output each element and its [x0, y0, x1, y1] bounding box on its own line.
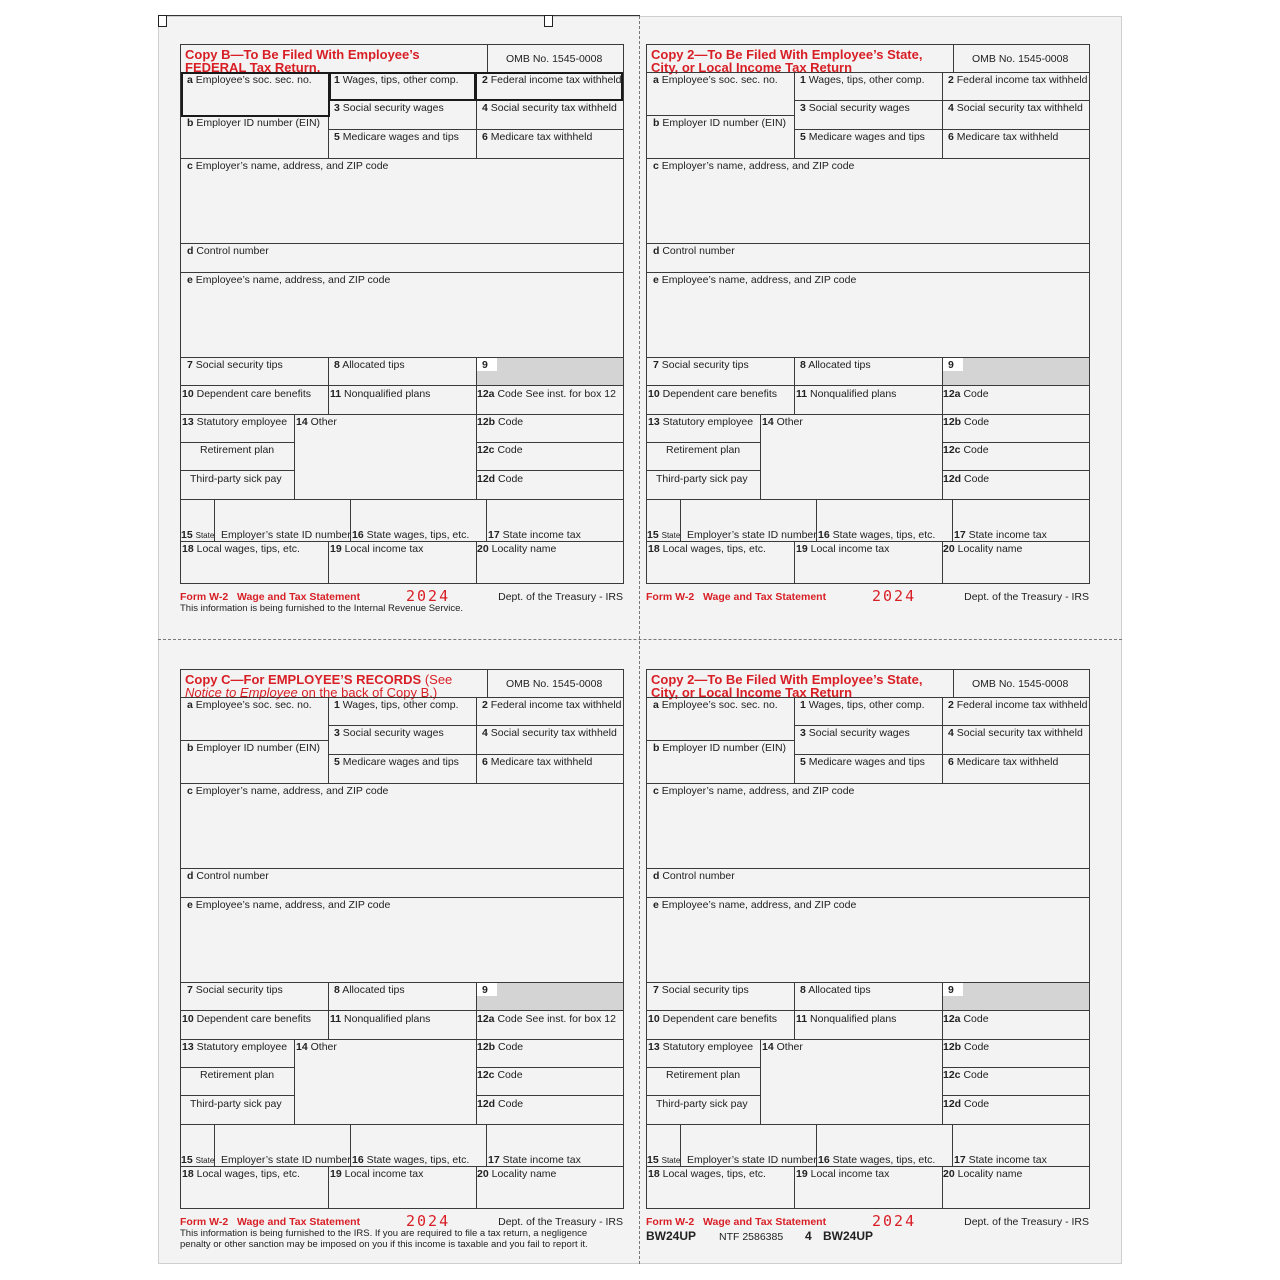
label-box1: 1 Wages, tips, other comp. [800, 74, 925, 86]
footer-note-1: This information is being furnished to the IRS. If you are required to file a tax return, a negligence [180, 1228, 588, 1239]
label-box12a: 12a Code [943, 388, 989, 400]
footer-form-name: Form W-2 Wage and Tax Statement [646, 591, 827, 603]
label-box12c: 12c Code [477, 1069, 523, 1081]
label-box9: 9 [482, 984, 488, 996]
label-third-party-sick-pay: Third-party sick pay [656, 473, 748, 485]
label-b: b Employer ID number (EIN) [187, 117, 321, 129]
footer-dept: Dept. of the Treasury - IRS [964, 591, 1089, 603]
crop-mark-right [544, 15, 553, 27]
label-box12c: 12c Code [477, 444, 523, 456]
label-box5: 5 Medicare wages and tips [800, 131, 925, 143]
label-box12d: 12d Code [477, 1098, 524, 1110]
footer-form-name: Form W-2 Wage and Tax Statement [646, 1216, 827, 1228]
label-box12c: 12c Code [943, 1069, 989, 1081]
label-box3: 3 Social security wages [334, 102, 444, 114]
label-box12b: 12b Code [477, 1041, 524, 1053]
label-box12a: 12a Code See inst. for box 12 [477, 388, 616, 400]
label-a: a Employee’s soc. sec. no. [653, 74, 778, 86]
label-box17: 17 State income tax [954, 1154, 1047, 1166]
bottom-code-1: BW24UP [646, 1229, 697, 1243]
bottom-code-2: BW24UP [823, 1229, 874, 1243]
label-box1: 1 Wages, tips, other comp. [334, 74, 459, 86]
label-d: d Control number [187, 870, 269, 882]
label-box16: 16 State wages, tips, etc. [352, 529, 470, 541]
label-box3: 3 Social security wages [800, 727, 910, 739]
copy-title: Copy 2—To Be Filed With Employee’s State, [651, 47, 923, 62]
footer-year: 2024 [406, 1212, 451, 1230]
copy-subtitle: FEDERAL Tax Return. [185, 60, 321, 75]
label-d: d Control number [653, 870, 735, 882]
copy-title: Copy C—For EMPLOYEE’S RECORDS (See [185, 672, 453, 687]
label-box12a: 12a Code [943, 1013, 989, 1025]
label-box12b: 12b Code [477, 416, 524, 428]
label-box10: 10 Dependent care benefits [648, 388, 778, 400]
box9-shaded [477, 358, 623, 385]
label-third-party-sick-pay: Third-party sick pay [190, 473, 282, 485]
label-retirement-plan: Retirement plan [200, 444, 275, 456]
label-b: b Employer ID number (EIN) [187, 742, 321, 754]
label-box15-ein: Employer’s state ID number [221, 1154, 351, 1166]
label-c: c Employer’s name, address, and ZIP code [187, 160, 389, 172]
label-box18: 18 Local wages, tips, etc. [182, 543, 300, 555]
label-c: c Employer’s name, address, and ZIP code [187, 785, 389, 797]
label-box7: 7 Social security tips [187, 984, 283, 996]
label-box4: 4 Social security tax withheld [482, 727, 617, 739]
label-box7: 7 Social security tips [653, 984, 749, 996]
copy-title: Copy 2—To Be Filed With Employee’s State, [651, 672, 923, 687]
highlight-box-a [181, 72, 330, 117]
highlight-box-2 [475, 72, 623, 101]
label-d: d Control number [187, 245, 269, 257]
omb-number: OMB No. 1545-0008 [972, 53, 1069, 65]
label-e: e Employee’s name, address, and ZIP code [653, 274, 857, 286]
label-box20: 20 Locality name [477, 1168, 557, 1180]
label-third-party-sick-pay: Third-party sick pay [656, 1098, 748, 1110]
box9-shaded [477, 983, 623, 1010]
label-box16: 16 State wages, tips, etc. [352, 1154, 470, 1166]
label-box11: 11 Nonqualified plans [796, 1013, 897, 1025]
label-box8: 8 Allocated tips [800, 984, 871, 996]
footer-dept: Dept. of the Treasury - IRS [964, 1216, 1089, 1228]
label-box12d: 12d Code [943, 1098, 990, 1110]
label-box19: 19 Local income tax [796, 543, 890, 555]
label-box6: 6 Medicare tax withheld [948, 131, 1059, 143]
perforation-vertical [639, 16, 640, 1264]
label-box15-ein: Employer’s state ID number [687, 529, 817, 541]
label-retirement-plan: Retirement plan [666, 1069, 741, 1081]
label-box5: 5 Medicare wages and tips [334, 756, 459, 768]
label-box12d: 12d Code [943, 473, 990, 485]
label-box5: 5 Medicare wages and tips [334, 131, 459, 143]
label-c: c Employer’s name, address, and ZIP code [653, 785, 855, 797]
footer-year: 2024 [872, 587, 917, 605]
footer-year: 2024 [872, 1212, 917, 1230]
label-box3: 3 Social security wages [800, 102, 910, 114]
label-box12b: 12b Code [943, 416, 990, 428]
label-box11: 11 Nonqualified plans [330, 388, 431, 400]
label-box20: 20 Locality name [943, 543, 1023, 555]
label-a: a Employee’s soc. sec. no. [187, 699, 312, 711]
label-e: e Employee’s name, address, and ZIP code [653, 899, 857, 911]
bottom-ntf: NTF 2586385 [719, 1231, 784, 1243]
label-box7: 7 Social security tips [187, 359, 283, 371]
label-box13: 13 Statutory employee [182, 416, 288, 428]
copy-subtitle: Notice to Employee on the back of Copy B.) [185, 685, 438, 700]
label-box8: 8 Allocated tips [800, 359, 871, 371]
label-box6: 6 Medicare tax withheld [482, 756, 593, 768]
w2-form-copy-2-bottom [646, 669, 1090, 1230]
label-box15: 15 State [647, 1154, 681, 1166]
copy-title: Copy B—To Be Filed With Employee’s [185, 47, 420, 62]
label-box19: 19 Local income tax [330, 543, 424, 555]
w2-form-copy-b [180, 44, 624, 614]
w2-form-copy-2-top [646, 44, 1090, 605]
label-retirement-plan: Retirement plan [666, 444, 741, 456]
box9-shaded [943, 983, 1089, 1010]
label-b: b Employer ID number (EIN) [653, 742, 787, 754]
highlight-box-1 [329, 72, 476, 101]
label-box3: 3 Social security wages [334, 727, 444, 739]
label-e: e Employee’s name, address, and ZIP code [187, 274, 391, 286]
label-box10: 10 Dependent care benefits [182, 388, 312, 400]
label-box12a: 12a Code See inst. for box 12 [477, 1013, 616, 1025]
label-third-party-sick-pay: Third-party sick pay [190, 1098, 282, 1110]
label-box15: 15 State [181, 1154, 215, 1166]
label-box12d: 12d Code [477, 473, 524, 485]
label-box19: 19 Local income tax [330, 1168, 424, 1180]
perforation-horizontal [158, 639, 1122, 640]
footer-form-name: Form W-2 Wage and Tax Statement [180, 1216, 361, 1228]
crop-mark-left [158, 15, 167, 27]
label-box17: 17 State income tax [954, 529, 1047, 541]
label-box13: 13 Statutory employee [648, 1041, 754, 1053]
label-box17: 17 State income tax [488, 529, 581, 541]
label-e: e Employee’s name, address, and ZIP code [187, 899, 391, 911]
label-box5: 5 Medicare wages and tips [800, 756, 925, 768]
label-box14: 14 Other [762, 416, 803, 428]
box9-shaded [943, 358, 1089, 385]
omb-number: OMB No. 1545-0008 [506, 53, 603, 65]
label-box12b: 12b Code [943, 1041, 990, 1053]
label-box15: 15 State [647, 529, 681, 541]
label-box4: 4 Social security tax withheld [948, 102, 1083, 114]
label-box2: 2 Federal income tax withheld [948, 74, 1088, 86]
label-box14: 14 Other [296, 1041, 337, 1053]
label-box10: 10 Dependent care benefits [182, 1013, 312, 1025]
label-b: b Employer ID number (EIN) [653, 117, 787, 129]
label-box18: 18 Local wages, tips, etc. [648, 1168, 766, 1180]
label-box1: 1 Wages, tips, other comp. [334, 699, 459, 711]
label-box9: 9 [482, 359, 488, 371]
label-box18: 18 Local wages, tips, etc. [182, 1168, 300, 1180]
footer-dept: Dept. of the Treasury - IRS [498, 591, 623, 603]
label-box18: 18 Local wages, tips, etc. [648, 543, 766, 555]
copy-subtitle: City, or Local Income Tax Return [651, 60, 853, 75]
label-box10: 10 Dependent care benefits [648, 1013, 778, 1025]
footer-note-1: This information is being furnished to the Internal Revenue Service. [180, 603, 464, 614]
label-box2: 2 Federal income tax withheld [948, 699, 1088, 711]
label-box20: 20 Locality name [477, 543, 557, 555]
label-box14: 14 Other [296, 416, 337, 428]
label-box12c: 12c Code [943, 444, 989, 456]
label-box19: 19 Local income tax [796, 1168, 890, 1180]
footer-year: 2024 [406, 587, 451, 605]
label-box15-ein: Employer’s state ID number [221, 529, 351, 541]
label-a: a Employee’s soc. sec. no. [187, 74, 312, 86]
label-box17: 17 State income tax [488, 1154, 581, 1166]
label-box8: 8 Allocated tips [334, 359, 405, 371]
label-box6: 6 Medicare tax withheld [948, 756, 1059, 768]
bottom-number: 4 [805, 1229, 812, 1243]
label-a: a Employee’s soc. sec. no. [653, 699, 778, 711]
footer-note-2: penalty or other sanction may be imposed on you if this income is taxable and you fail to report it. [180, 1239, 588, 1250]
label-box13: 13 Statutory employee [182, 1041, 288, 1053]
label-box16: 16 State wages, tips, etc. [818, 529, 936, 541]
label-box1: 1 Wages, tips, other comp. [800, 699, 925, 711]
omb-number: OMB No. 1545-0008 [506, 678, 603, 690]
label-box8: 8 Allocated tips [334, 984, 405, 996]
label-box4: 4 Social security tax withheld [482, 102, 617, 114]
label-retirement-plan: Retirement plan [200, 1069, 275, 1081]
omb-number: OMB No. 1545-0008 [972, 678, 1069, 690]
label-box15-ein: Employer’s state ID number [687, 1154, 817, 1166]
label-box9: 9 [948, 359, 954, 371]
copy-subtitle: City, or Local Income Tax Return [651, 685, 853, 700]
label-box7: 7 Social security tips [653, 359, 749, 371]
label-box9: 9 [948, 984, 954, 996]
footer-dept: Dept. of the Treasury - IRS [498, 1216, 623, 1228]
label-d: d Control number [653, 245, 735, 257]
label-box20: 20 Locality name [943, 1168, 1023, 1180]
label-box6: 6 Medicare tax withheld [482, 131, 593, 143]
label-box14: 14 Other [762, 1041, 803, 1053]
label-box16: 16 State wages, tips, etc. [818, 1154, 936, 1166]
label-box4: 4 Social security tax withheld [948, 727, 1083, 739]
label-box15: 15 State [181, 529, 215, 541]
label-box13: 13 Statutory employee [648, 416, 754, 428]
label-c: c Employer’s name, address, and ZIP code [653, 160, 855, 172]
label-box2: 2 Federal income tax withheld [482, 699, 622, 711]
perforation-top [158, 15, 640, 16]
label-box2: 2 Federal income tax withheld [482, 74, 622, 86]
footer-form-name: Form W-2 Wage and Tax Statement [180, 591, 361, 603]
label-box11: 11 Nonqualified plans [330, 1013, 431, 1025]
label-box11: 11 Nonqualified plans [796, 388, 897, 400]
w2-form-copy-c [180, 669, 624, 1250]
